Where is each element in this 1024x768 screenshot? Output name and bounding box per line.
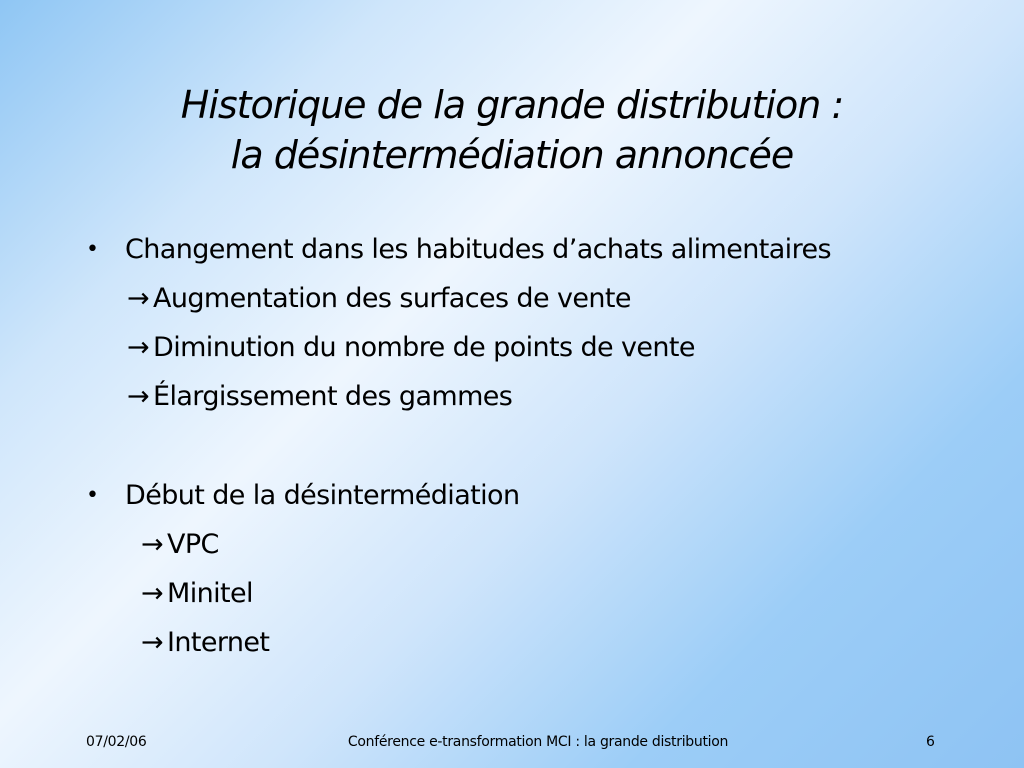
slide-title-line-1: Historique de la grande distribution : bbox=[180, 83, 844, 127]
bullet-text: Début de la désintermédiation bbox=[125, 480, 520, 511]
footer-date: 07/02/06 bbox=[86, 734, 147, 750]
bullet-item-changement bbox=[86, 225, 986, 274]
sub-item bbox=[86, 372, 986, 421]
arrow-right-icon: → bbox=[127, 381, 150, 412]
bullet-icon: • bbox=[86, 483, 99, 508]
footer-title: Conférence e-transformation MCI : la grande distribution bbox=[347, 734, 729, 750]
sub-item-text: Minitel bbox=[167, 578, 253, 609]
sub-item bbox=[86, 618, 986, 667]
sub-item-text: Élargissement des gammes bbox=[153, 381, 513, 412]
slide-title-line-2: la désintermédiation annoncée bbox=[230, 133, 794, 177]
page-number: 6 bbox=[926, 734, 935, 750]
spacer bbox=[86, 421, 986, 471]
sub-item-text: Augmentation des surfaces de vente bbox=[153, 283, 631, 314]
arrow-right-icon: → bbox=[127, 332, 150, 363]
bullet-icon: • bbox=[86, 237, 99, 262]
sub-item-text: Diminution du nombre de points de vente bbox=[153, 332, 695, 363]
arrow-right-icon: → bbox=[127, 283, 150, 314]
sub-item-text: VPC bbox=[167, 529, 219, 560]
bullet-text: Changement dans les habitudes d’achats alimentaires bbox=[125, 234, 831, 265]
bullet-item-debut bbox=[86, 471, 986, 520]
sub-item bbox=[86, 274, 986, 323]
sub-item bbox=[86, 520, 986, 569]
slide-content bbox=[86, 225, 986, 667]
sub-item bbox=[86, 323, 986, 372]
arrow-right-icon: → bbox=[141, 529, 164, 560]
sub-item bbox=[86, 569, 986, 618]
arrow-right-icon: → bbox=[141, 578, 164, 609]
slide-title bbox=[0, 80, 1024, 180]
sub-item-text: Internet bbox=[167, 627, 270, 658]
arrow-right-icon: → bbox=[141, 627, 164, 658]
